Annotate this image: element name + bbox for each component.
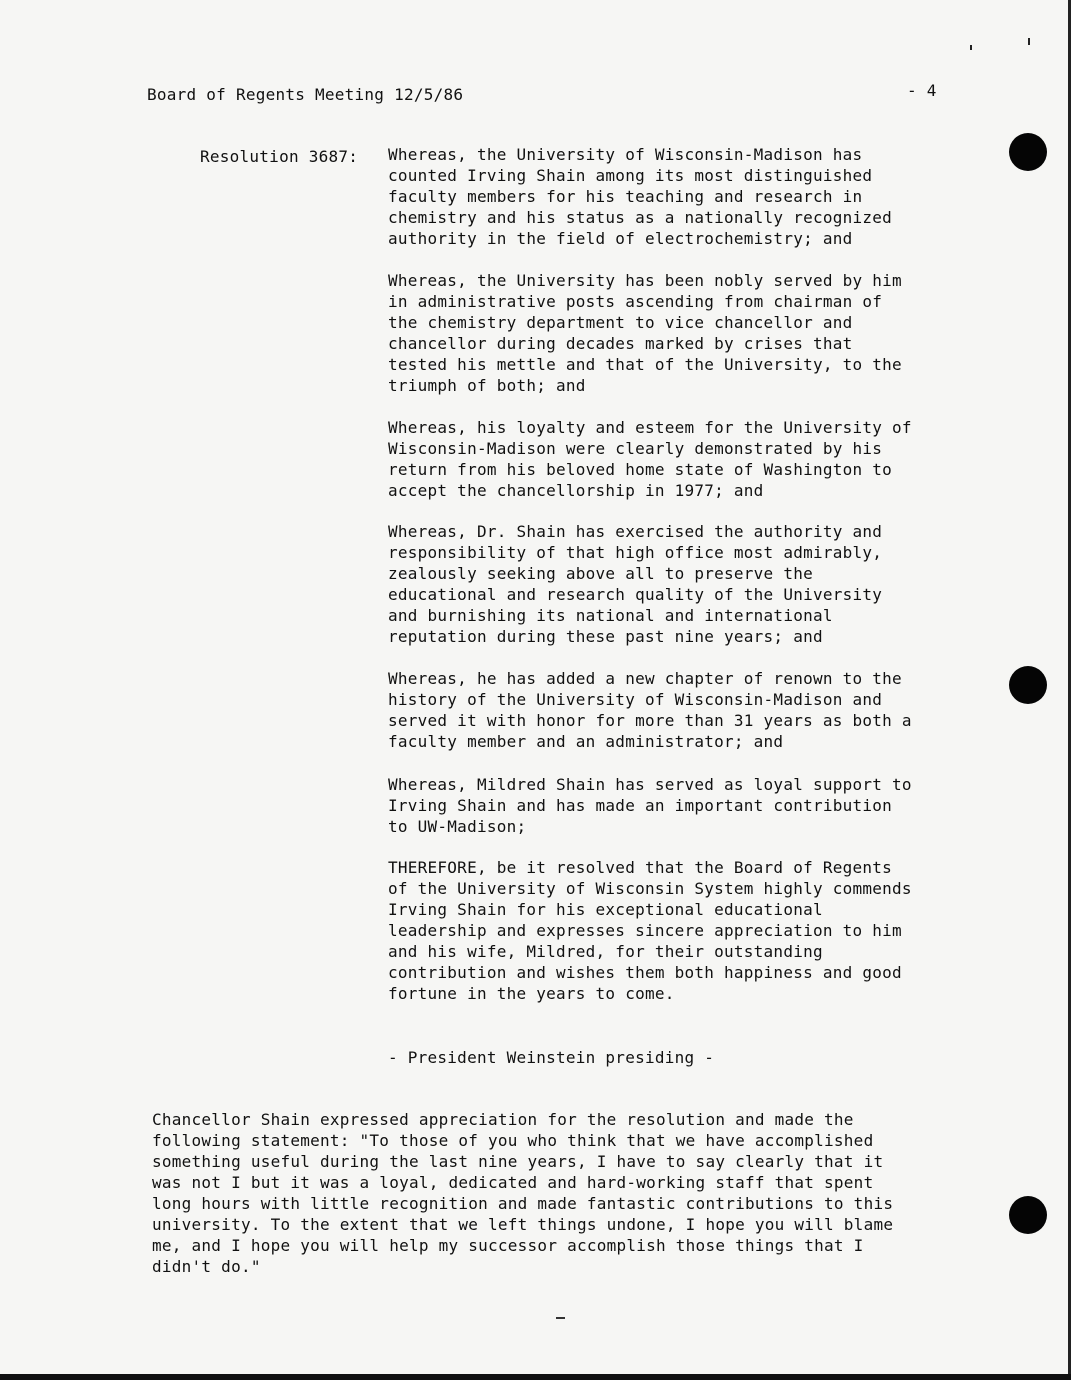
presiding-note: - President Weinstein presiding - [388, 1048, 715, 1067]
page-number: - 4 [907, 81, 937, 100]
resolution-paragraph-2: Whereas, the University has been nobly served by him in administrative posts ascending from chairman of the chemistry department to vice chancellor and chancellor during decades marked by crises that tested his mettle and that of the University, to the triumph of both; and [388, 271, 902, 395]
scan-mark [556, 1317, 565, 1319]
scan-speck [970, 45, 972, 50]
resolution-label: Resolution 3687: [200, 147, 359, 166]
resolution-paragraph-therefore: THEREFORE, be it resolved that the Board of Regents of the University of Wisconsin System highly commends Irving Shain for his exceptional educational leadership and expresses sincere appreciation to him and his wife, Mildred, for their outstanding contribution and wishes them both happiness and good fortune in the years to come. [388, 858, 912, 1003]
resolution-paragraph-5: Whereas, he has added a new chapter of renown to the history of the University of Wisconsin-Madison and served it with honor for more than 31 years as both a faculty member and an administrator; and [388, 669, 912, 751]
resolution-paragraph-3: Whereas, his loyalty and esteem for the University of Wisconsin-Madison were clearly demonstrated by his return from his beloved home state of Washington to accept the chancellorship in 1977; and [388, 418, 912, 500]
resolution-paragraph-1: Whereas, the University of Wisconsin-Madison has counted Irving Shain among its most distinguished faculty members for his teaching and research in chemistry and his status as a nationally recognized authority in the field of electrochemistry; and [388, 145, 893, 248]
scan-speck [1028, 38, 1030, 45]
binder-hole-middle [1009, 666, 1047, 704]
resolution-paragraph-4: Whereas, Dr. Shain has exercised the authority and responsibility of that high office most admirably, zealously seeking above all to preserve the educational and research quality of the University and burnishing its national and international reputation during these past nine years; and [388, 522, 883, 646]
page-header-title: Board of Regents Meeting 12/5/86 [147, 85, 464, 104]
page-bottom-edge [0, 1374, 1071, 1380]
binder-hole-bottom [1009, 1196, 1047, 1234]
binder-hole-top [1009, 133, 1047, 171]
resolution-paragraph-6: Whereas, Mildred Shain has served as loyal support to Irving Shain and has made an important contribution to UW-Madison; [388, 775, 912, 836]
chancellor-statement: Chancellor Shain expressed appreciation for the resolution and made the following statement: "To those of you who think that we have accomplished something useful during the last nine years, I have to say clearly that it was not I but it was a loyal, dedicated and hard-working staff that spent long hours with little recognition and made fantastic contributions to this university. To the extent that we left things undone, I hope you will blame me, and I hope you will help my successor accomplish those things that I didn't do." [152, 1110, 894, 1276]
